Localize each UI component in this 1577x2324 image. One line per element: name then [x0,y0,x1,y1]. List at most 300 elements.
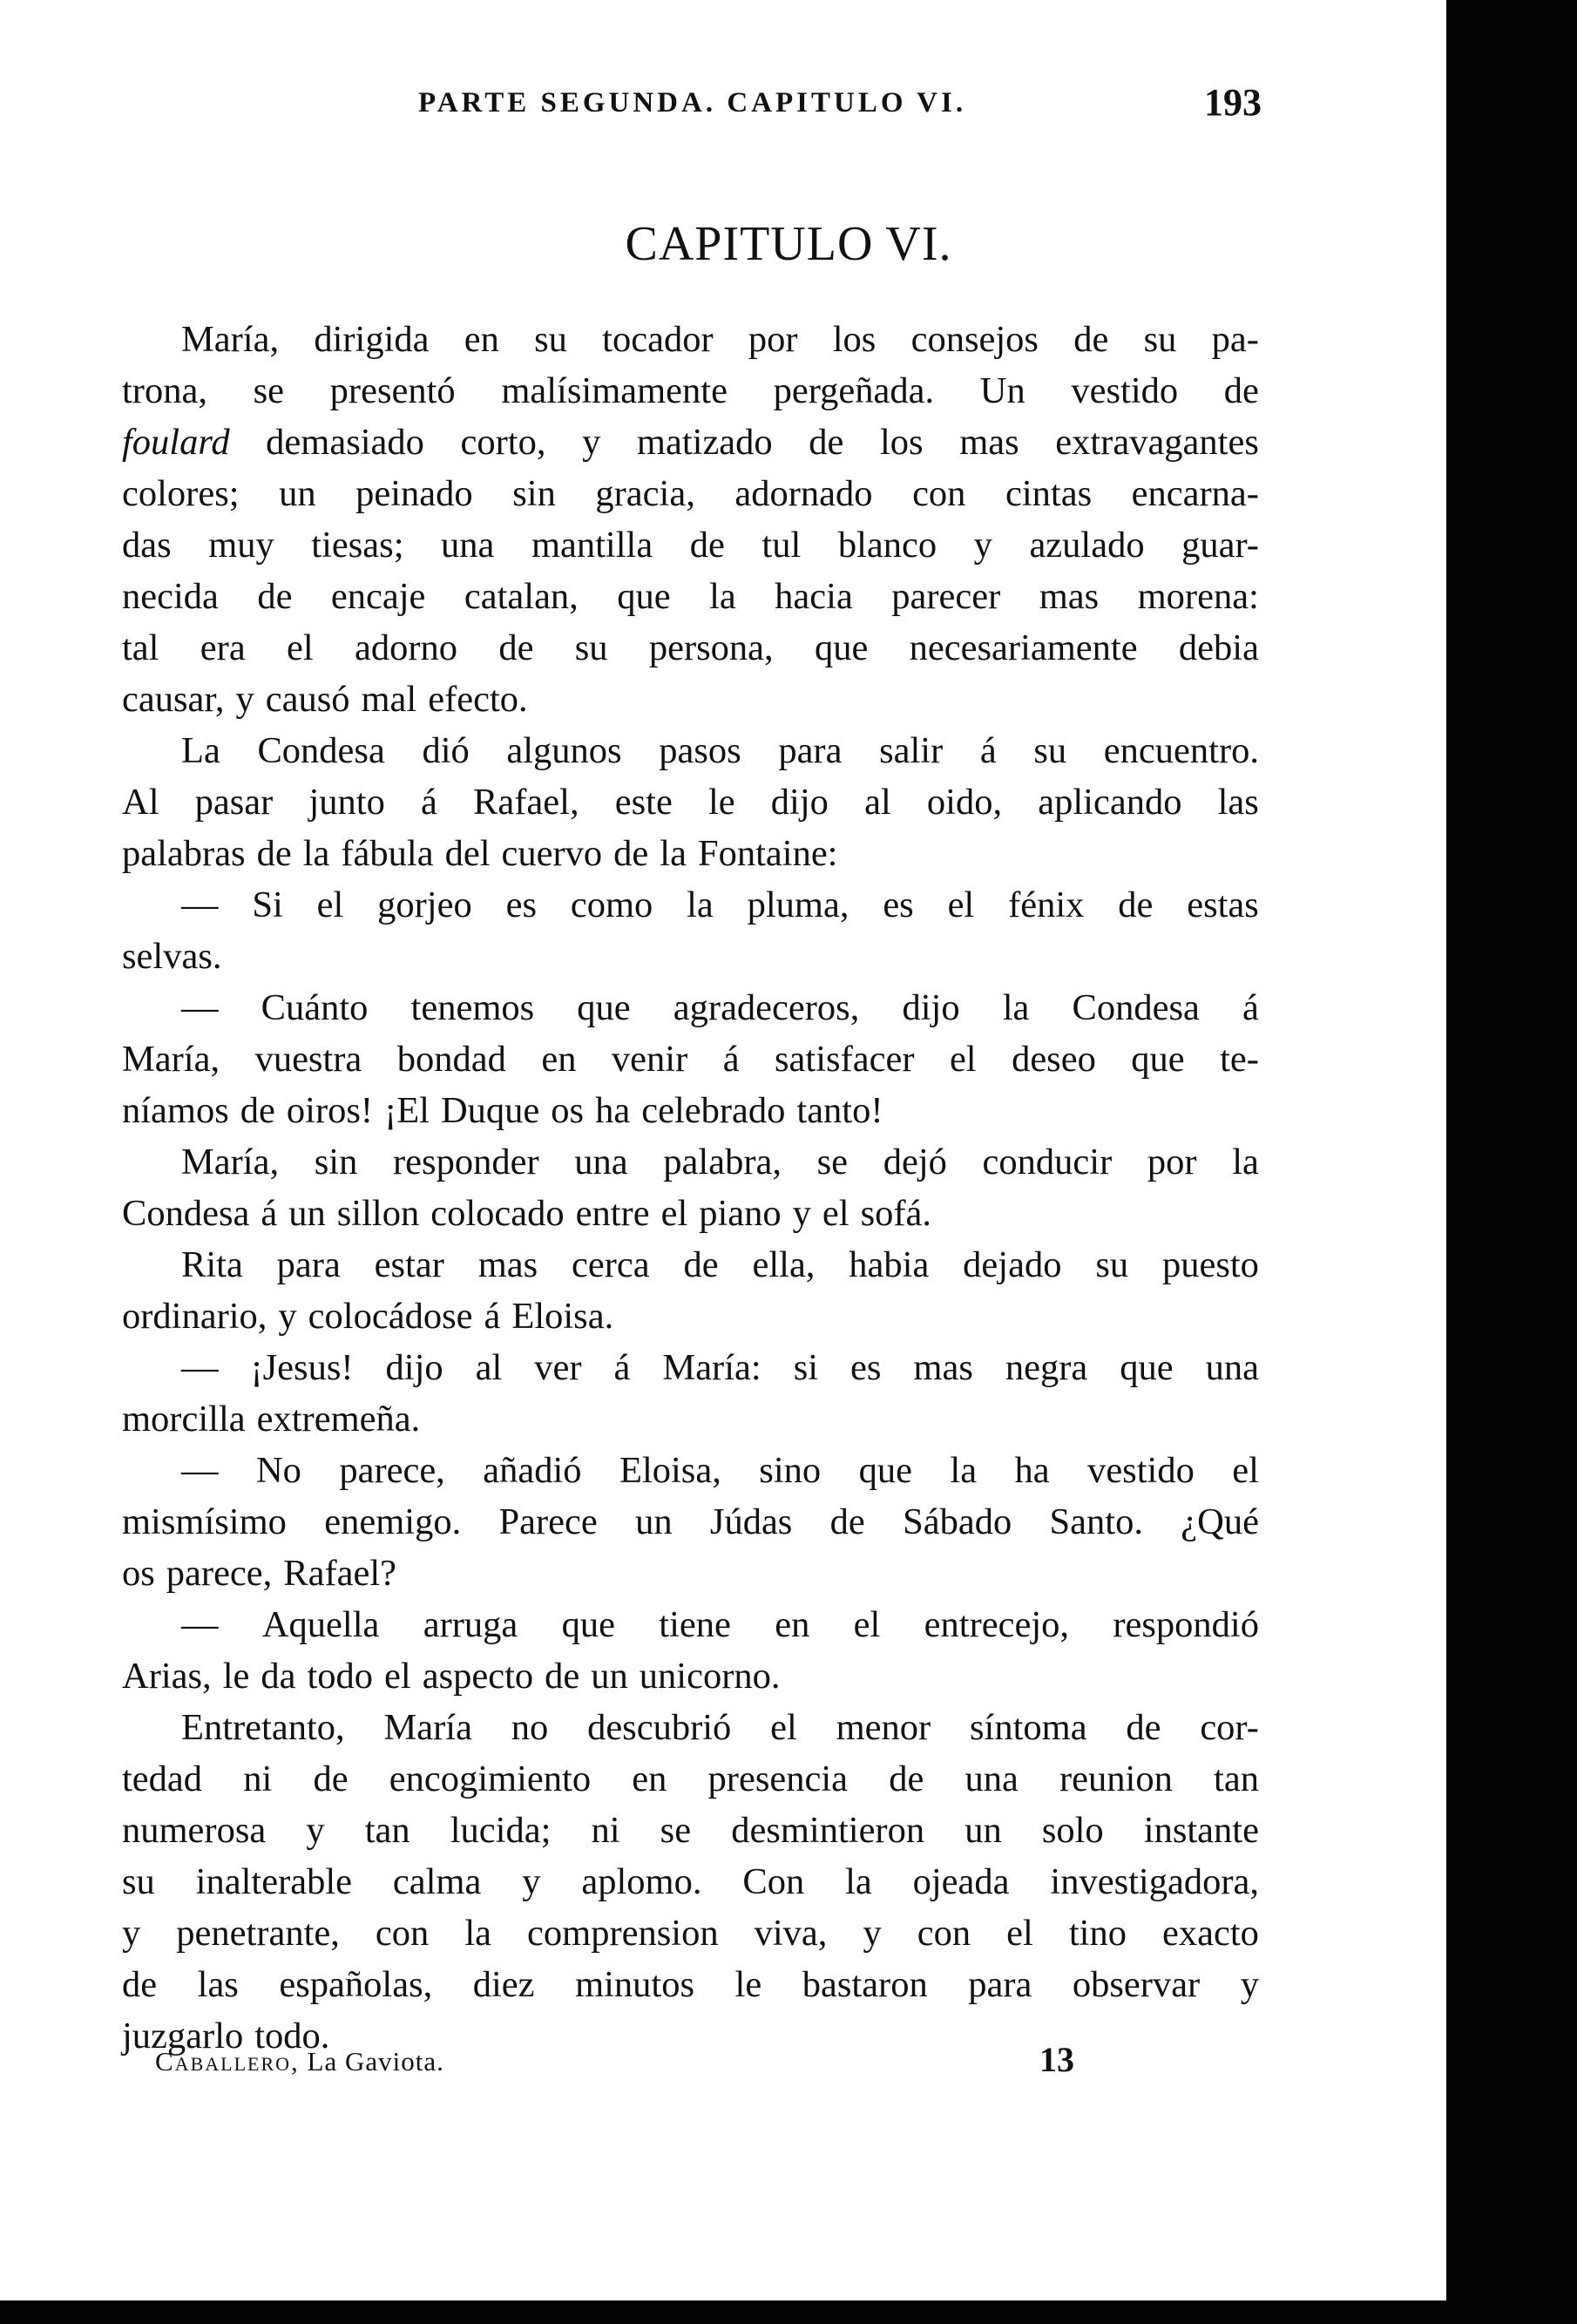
word: deseo [1012,1039,1096,1080]
word: salir [879,730,944,771]
word: es [505,884,537,925]
word: no [511,1707,549,1748]
text-line [122,776,1259,828]
word: Al [122,782,159,823]
word: — [181,1604,219,1645]
word: guar- [1181,525,1259,566]
word: encarna- [1131,473,1259,514]
word: cintas [1005,473,1093,514]
word: inalterable [195,1861,353,1902]
word: sillon [336,1193,420,1234]
word: la [709,576,736,617]
word: este [614,782,673,823]
word: se [660,1810,692,1851]
word: extremeña. [256,1399,421,1440]
word: Con [742,1861,805,1902]
word: de [829,1501,865,1542]
word: pluma, [747,884,849,925]
word: habia [849,1244,930,1285]
word: Rafael? [283,1553,397,1594]
word: mismísimo [122,1501,287,1542]
word: Duque [440,1090,540,1131]
word: trona, [122,370,207,411]
word: tino [1068,1913,1127,1954]
word: su [574,627,608,668]
word: calma [392,1861,482,1902]
word: María, [122,1039,220,1080]
word: enemigo. [324,1501,462,1542]
text-line [122,1342,1259,1393]
word: Eloisa, [619,1450,721,1491]
word: y [1240,1964,1259,2005]
word: diez [472,1964,535,2005]
word: que [617,576,671,617]
word: de [809,422,844,463]
word: todo. [254,2016,330,2056]
text-line [122,1393,1259,1445]
word: es [883,884,914,925]
word: y [973,525,992,566]
word: negra [1005,1347,1088,1388]
word: á [484,1296,501,1337]
scan-border-bottom [0,2300,1577,2324]
word: blanco [837,525,937,566]
word: tanto! [796,1090,883,1131]
word: que [1120,1347,1174,1388]
gathering-mark: 13 [1039,2040,1074,2079]
word: el [949,1039,977,1080]
word: de [498,627,534,668]
word: una [441,525,495,566]
word: tul [761,525,802,566]
word: cerca [572,1244,650,1285]
word: te- [1220,1039,1259,1080]
text-line [122,1496,1259,1548]
word: de [313,1758,349,1799]
word: adorno [354,627,458,668]
word: á [1242,987,1259,1028]
word: puesto [1161,1244,1259,1285]
word: sofá. [860,1193,932,1234]
word: palabra, [663,1142,782,1182]
word: pasar [194,782,274,823]
word: para [968,1964,1032,2005]
word: todo [307,1656,374,1697]
word: debia [1178,627,1259,668]
word: No [255,1450,301,1491]
running-header: PARTE SEGUNDA. CAPITULO VI. [418,87,967,119]
word: la [950,1450,978,1491]
word: juzgarlo [122,2016,244,2056]
word: vuestra [254,1039,362,1080]
word: mas [913,1347,973,1388]
text-line [122,519,1259,571]
word: de [257,576,293,617]
word: sin [314,1142,358,1182]
word: ha [1014,1450,1050,1491]
word: sino [759,1450,822,1491]
word: fénix [1008,884,1085,925]
word: y [582,422,601,463]
word: su [1033,730,1067,771]
word: al [864,782,891,823]
text-line [122,1445,1259,1496]
word: á [979,730,997,771]
word: Parece [498,1501,598,1542]
word: de [1223,370,1259,411]
word: los [832,319,876,360]
word: agradeceros, [673,987,860,1028]
word: matizado [636,422,773,463]
text-line [122,571,1259,622]
text-line [122,1856,1259,1907]
word: níamos [122,1090,229,1131]
word: de [122,1964,158,2005]
word: muy [208,525,274,566]
word: y [522,1861,541,1902]
word: descubrió [587,1707,732,1748]
word: María: [662,1347,761,1388]
word: á [421,782,437,823]
word: observar [1072,1964,1201,2005]
word: la [464,1913,491,1954]
word: el [947,884,975,925]
text-line [122,1136,1259,1188]
word: conducir [982,1142,1113,1182]
word: azulado [1029,525,1145,566]
word: Cuánto [261,987,369,1028]
text-line [122,314,1259,365]
word: como [570,884,653,925]
word: vestido [1087,1450,1195,1491]
word: Entretanto, [181,1707,345,1748]
word: da [261,1656,296,1697]
word: colocado [430,1193,565,1234]
word: y [278,1296,297,1337]
word: con [375,1913,430,1954]
word: con [912,473,966,514]
word: Júdas [709,1501,793,1542]
word: el [853,1604,881,1645]
text-line [122,417,1259,468]
word: Aquella [261,1604,380,1645]
word: Condesa [122,1193,250,1234]
word: tan [1214,1758,1259,1799]
word: satisfacer [775,1039,915,1080]
word: los [879,422,924,463]
word: os [551,1090,585,1131]
word: estas [1187,884,1259,925]
word: su [534,319,567,360]
word: piano [699,1193,782,1234]
word: Sábado [903,1501,1012,1542]
word: de [240,1090,275,1131]
word: la [1232,1142,1259,1182]
word: responder [393,1142,539,1182]
word: morcilla [122,1399,246,1440]
word: venir [611,1039,688,1080]
word: palabras [122,833,246,874]
word: viva, [754,1913,828,1954]
word: causar, [122,679,225,720]
word: aplomo. [581,1861,702,1902]
text-line [122,1753,1259,1805]
word: — [181,884,219,925]
text-line [122,1702,1259,1753]
word: ¡Jesus! [250,1347,354,1388]
word: extravagantes [1055,422,1259,463]
word: hacia [775,576,853,617]
word: Condesa [257,730,385,771]
word: desmintieron [731,1810,925,1851]
text-line [122,982,1259,1033]
word: reunion [1059,1758,1173,1799]
word: unicorno. [639,1656,781,1697]
word: Eloisa. [511,1296,614,1337]
word: ojeada [912,1861,1010,1902]
word: de [889,1758,924,1799]
word: causó [265,679,350,720]
word: catalan, [464,576,579,617]
word: dijo [385,1347,443,1388]
word: peinado [355,473,473,514]
word: junto [308,782,385,823]
word: consejos [910,319,1039,360]
word: necesariamente [909,627,1138,668]
word: oido, [926,782,1003,823]
word: la [687,884,714,925]
word: tenemos [410,987,535,1028]
word: Condesa [1072,987,1200,1028]
word: presencia [707,1758,849,1799]
footer-book-title: La Gaviota. [307,2046,444,2077]
word: gracia, [595,473,695,514]
word: de [613,833,649,874]
word: síntoma [969,1707,1087,1748]
word: le [222,1656,250,1697]
word: cuervo [501,833,603,874]
word: tiene [659,1604,731,1645]
word: — [181,987,219,1028]
word: un [279,473,316,514]
word: la [660,833,687,874]
word: una [1205,1347,1259,1388]
word: el [384,1656,411,1697]
word: celebrado [641,1090,786,1131]
word: entre [575,1193,650,1234]
word: era [200,627,246,668]
word: María [383,1707,472,1748]
word: españolas, [279,1964,433,2005]
word: entrecejo, [924,1604,1070,1645]
word: el [770,1707,797,1748]
word: en [632,1758,667,1799]
word: ni [591,1810,620,1851]
page-number: 193 [1204,81,1262,124]
word: arruga [423,1604,518,1645]
word: que [858,1450,912,1491]
text-line [122,725,1259,776]
word: adornado [734,473,873,514]
word: encuentro. [1103,730,1259,771]
word: dejó [883,1142,947,1182]
word: de [256,833,292,874]
word: del [444,833,491,874]
word: das [122,525,172,566]
word: sin [512,473,556,514]
word: un [635,1501,673,1542]
word: el [660,1193,688,1234]
word: algunos [506,730,622,771]
word: le [707,782,735,823]
word: colores; [122,473,240,514]
text-line [122,828,1259,879]
word: mas [477,1244,538,1285]
word: de [683,1244,719,1285]
word: Fontaine: [697,833,838,874]
word: y [863,1913,882,1954]
word: se [816,1142,849,1182]
word: dejado [963,1244,1062,1285]
word: aplicando [1038,782,1182,823]
text-line [122,1907,1259,1959]
word: de [1126,1707,1161,1748]
word: pa- [1211,319,1259,360]
word: las [1217,782,1259,823]
text-line [122,1085,1259,1136]
word: bondad [396,1039,506,1080]
word: Un [979,370,1025,411]
word: la [1002,987,1030,1028]
text-line [122,1805,1259,1856]
word: os [122,1553,155,1594]
word: tal [122,627,159,668]
word: lucida; [450,1810,552,1851]
word: á [613,1347,631,1388]
word: parece, [166,1553,273,1594]
word: Santo. [1049,1501,1143,1542]
word: encogimiento [389,1758,592,1799]
word: penetrante, [176,1913,340,1954]
word: colocádose [308,1296,473,1337]
word: por [1147,1142,1197,1182]
word: que [561,1604,615,1645]
text-line [122,1548,1259,1599]
word: y [122,1913,141,1954]
word: instante [1143,1810,1259,1851]
word: ni [243,1758,273,1799]
word: menor [836,1707,931,1748]
word: Arias, [122,1656,212,1697]
text-line [122,1291,1259,1342]
word: presentó [329,370,456,411]
word: malísimamente [501,370,728,411]
word: investigadora, [1050,1861,1259,1902]
word: demasiado [266,422,424,463]
word: el [316,884,344,925]
word: cor- [1200,1707,1259,1748]
text-line [122,1650,1259,1702]
word: vestido [1071,370,1179,411]
word: su [1095,1244,1129,1285]
chapter-title: CAPITULO VI. [625,217,952,271]
word: ha [595,1090,631,1131]
word: y [235,679,254,720]
word: dió [422,730,470,771]
word: ¿Qué [1181,1501,1259,1542]
word: persona, [648,627,774,668]
footer-signature [155,2046,444,2077]
word: para [276,1244,341,1285]
word: á [722,1039,740,1080]
word: le [734,1964,762,2005]
text-line [122,1239,1259,1291]
word: comprension [527,1913,719,1954]
word: el [1232,1450,1259,1491]
footer-author: Caballero , [155,2046,300,2077]
word: que [577,987,631,1028]
word: Rafael, [473,782,579,823]
word: la [845,1861,872,1902]
word: pasos [659,730,741,771]
body-text [122,314,1259,2062]
word: Si [252,884,283,925]
word: fábula [341,833,434,874]
word: respondió [1113,1604,1259,1645]
word: y [792,1193,811,1234]
word: en [464,319,499,360]
word: un [288,1193,326,1234]
text-line [122,1599,1259,1650]
word: que [814,627,869,668]
word: y [306,1810,325,1851]
word: estar [374,1244,444,1285]
word: tiesas; [311,525,404,566]
text-line [122,931,1259,982]
word: de [545,1656,580,1697]
word: si [793,1347,819,1388]
word: corto, [460,422,546,463]
word: un [591,1656,628,1697]
text-line [122,365,1259,417]
word: mas [959,422,1019,463]
text-line [122,1188,1259,1239]
word: dirigida [314,319,430,360]
word: en [541,1039,577,1080]
word: morena: [1137,576,1259,617]
word: numerosa [122,1810,267,1851]
word: mas [1039,576,1100,617]
word: en [775,1604,810,1645]
word: aspecto [422,1656,534,1697]
word: selvas. [122,936,222,977]
word: dijo [902,987,960,1028]
word: tocador [602,319,714,360]
word: minutos [575,1964,695,2005]
word: de [689,525,725,566]
word: ella, [752,1244,816,1285]
word: foulard [122,422,230,463]
word: su [1143,319,1177,360]
word: parece, [339,1450,445,1491]
word: gorjeo [377,884,472,925]
word: bastaron [802,1964,928,2005]
word: María, [181,1142,280,1182]
word: un [964,1810,1002,1851]
word: las [197,1964,239,2005]
word: el [1006,1913,1033,1954]
word: con [917,1913,971,1954]
